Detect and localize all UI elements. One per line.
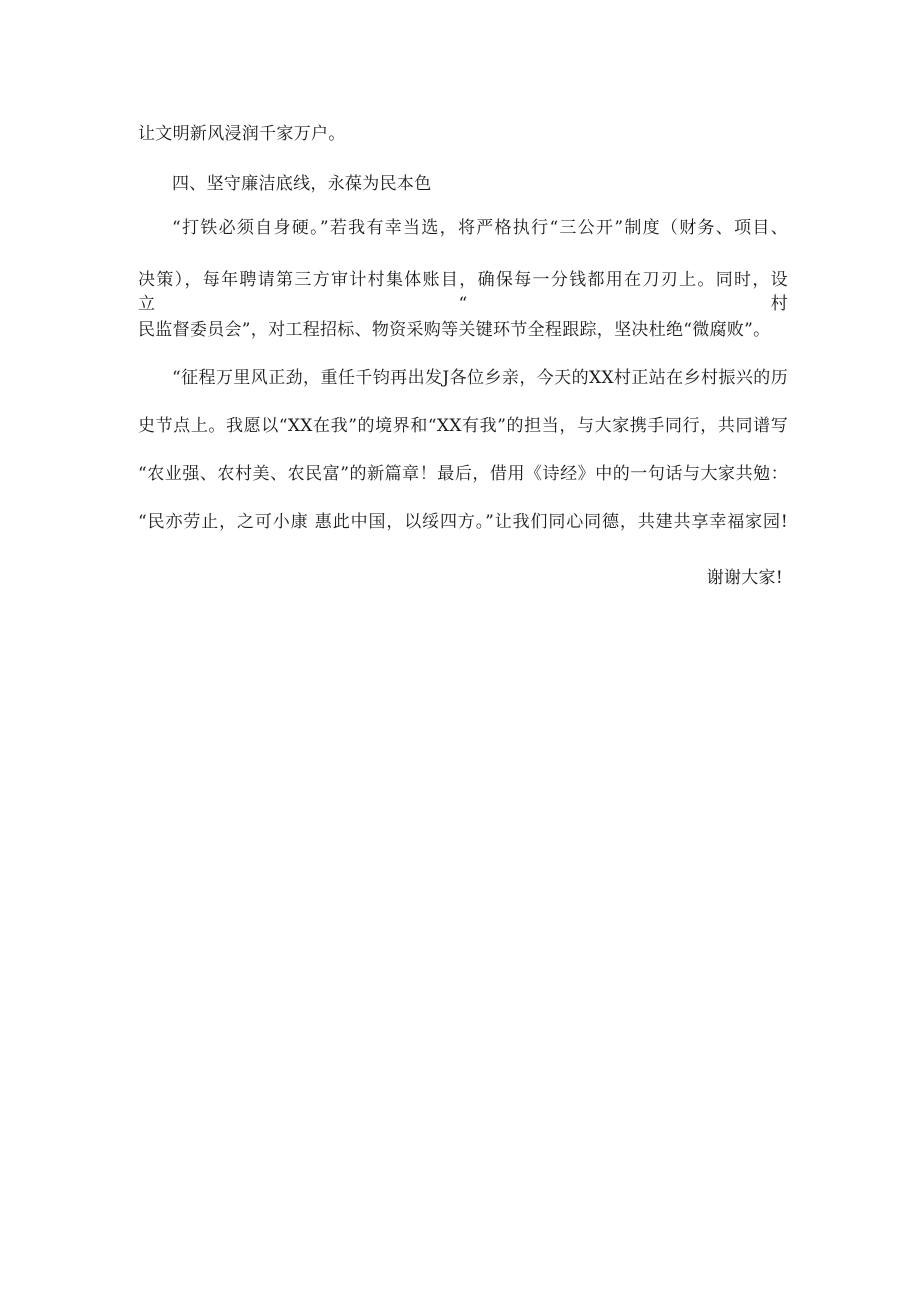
paragraph-line: 史节点上。我愿以“XX在我”的境界和“XX有我”的担当，与大家携手同行，共同谱写	[138, 416, 788, 436]
paragraph-line: “农业强、农村美、农民富”的新篇章！最后，借用《诗经》中的一句话与大家共勉：	[138, 464, 788, 484]
closing-line: 谢谢大家!	[706, 568, 783, 588]
section-heading: 四、坚守廉洁底线，永葆为民本色	[172, 174, 432, 194]
paragraph-line: 民监督委员会”，对工程招标、物资采购等关键环节全程跟踪，坚决杜绝“微腐败”。	[138, 320, 771, 340]
paragraph-line: “征程万里风正劲，重任千钧再出发J各位乡亲，今天的XX村正站在乡村振兴的历	[172, 368, 788, 388]
paragraph-line: “民亦劳止，之可小康 惠此中国，以绥四方。”让我们同心同德，共建共享幸福家园!	[138, 512, 788, 532]
paragraph-line: “打铁必须自身硬。”若我有幸当选，将严格执行“三公开”制度（财务、项目、	[172, 218, 788, 238]
paragraph-line: 让文明新风浸润千家万户。	[138, 124, 346, 144]
paragraph-line: 决策），每年聘请第三方审计村集体账目，确保每一分钱都用在刀刃上。同时，设立“村	[138, 270, 788, 314]
